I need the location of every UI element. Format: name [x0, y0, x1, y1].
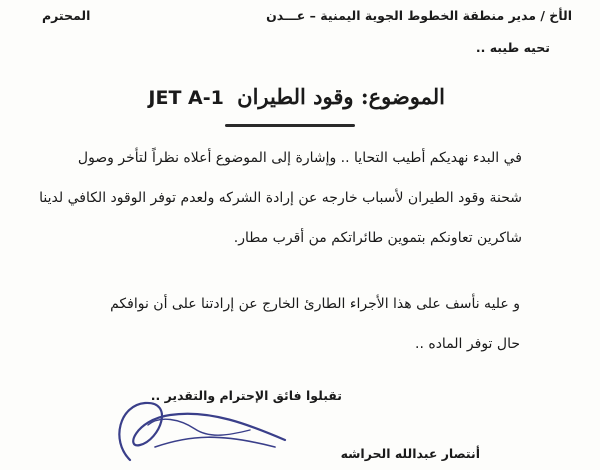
- body-paragraph-line-4: و عليه نأسف على هذا الأجراء الطارئ الخارج عن إرادتنا على أن نوافكم: [110, 296, 520, 312]
- subject-line: [148, 84, 445, 109]
- body-paragraph-line-1: في البدء نهديكم أطيب التحايا .. وإشارة إلى الموضوع أعلاه نظراً لتأخر وصول: [77, 150, 522, 166]
- signatory-name: أنتصار عبدالله الحراشه: [340, 446, 480, 461]
- body-paragraph-line-2: شحنة وقود الطيران لأسباب خارجه عن إرادة الشركه ولعدم توفر الوقود الكافي لدينا: [39, 190, 522, 206]
- fuel-type: JET A-1: [148, 87, 224, 109]
- recipient-text: الأخ / مدير منطقة الخطوط الجوية اليمنية – عـــدن: [266, 8, 572, 23]
- honorific: المحترم: [42, 8, 91, 23]
- closing-line: تقبلوا فائق الإحترام والتقدير ..: [150, 388, 342, 403]
- subject-label: الموضوع: وقود الطيران: [237, 84, 445, 109]
- subject-underline: [225, 124, 355, 127]
- greeting: تحيه طيبه ..: [475, 40, 550, 55]
- recipient-line: [32, 8, 572, 23]
- handwritten-signature: [100, 385, 290, 470]
- body-paragraph-line-3: شاكرين تعاونكم بتموين طائراتكم من أقرب مطار.: [233, 230, 522, 246]
- body-paragraph-line-5: حال توفر الماده ..: [415, 336, 520, 352]
